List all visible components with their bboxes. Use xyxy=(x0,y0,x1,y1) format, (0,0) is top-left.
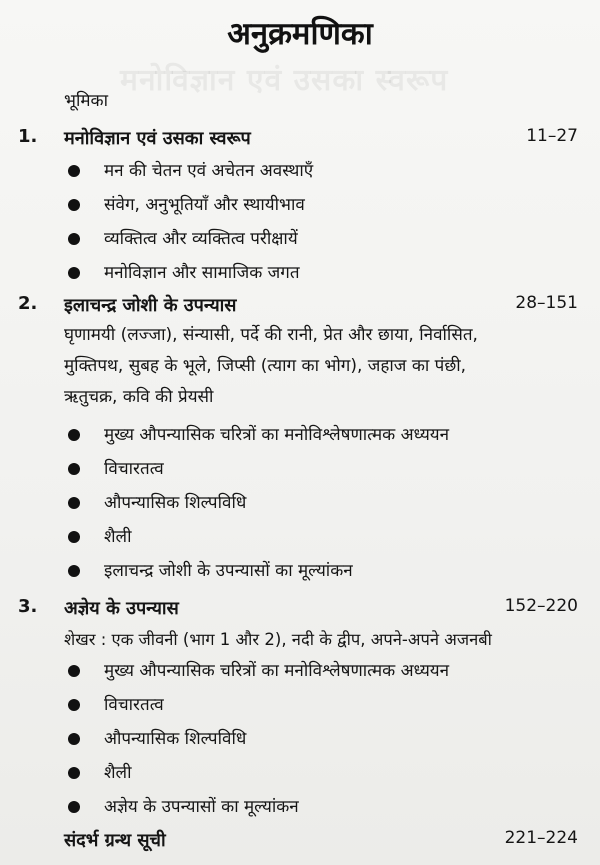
topic-text: विचारतत्व xyxy=(104,695,164,715)
list-item xyxy=(62,224,313,258)
chapter-1-number: 1. xyxy=(18,126,38,147)
bullet-icon xyxy=(68,801,80,813)
list-item xyxy=(62,488,449,522)
list-item xyxy=(62,724,449,758)
novels-line-1: घृणामयी (लज्जा), संन्यासी, पर्दे की रानी, प्रेत और छाया, निर्वासित, xyxy=(64,325,478,345)
novels-line-3: ऋतुचक्र, कवि की प्रेयसी xyxy=(64,387,214,407)
topic-text: अज्ञेय के उपन्यासों का मूल्यांकन xyxy=(104,797,299,817)
chapter-3-heading xyxy=(18,596,578,622)
chapter-3-title: अज्ञेय के उपन्यास xyxy=(64,598,179,619)
topic-text: मुख्य औपन्यासिक चरित्रों का मनोविश्लेषणात्मक अध्ययन xyxy=(104,425,450,445)
bullet-icon xyxy=(68,463,80,475)
chapter-2-topics xyxy=(62,420,449,590)
list-item xyxy=(62,792,449,826)
list-item xyxy=(62,656,449,690)
bibliography-pages: 221–224 xyxy=(504,828,578,848)
topic-text: औपन्यासिक शिल्पविधि xyxy=(104,493,247,513)
list-item xyxy=(62,258,313,292)
chapter-1-pages: 11–27 xyxy=(526,126,578,146)
bullet-icon xyxy=(68,565,80,577)
chapter-2-heading xyxy=(18,293,578,319)
bullet-icon xyxy=(68,165,80,177)
topic-text: औपन्यासिक शिल्पविधि xyxy=(104,729,247,749)
list-item xyxy=(62,556,449,590)
chapter-1-heading xyxy=(18,126,578,152)
topic-text: शैली xyxy=(104,763,132,783)
bibliography-title: संदर्भ ग्रन्थ सूची xyxy=(64,830,166,851)
bullet-icon xyxy=(68,199,80,211)
bullet-icon xyxy=(68,531,80,543)
list-item xyxy=(62,758,449,792)
list-item xyxy=(62,522,449,556)
topic-text: मुख्य औपन्यासिक चरित्रों का मनोविश्लेषणात्मक अध्ययन xyxy=(104,661,450,681)
bleed-through-heading: मनोविज्ञान एवं उसका स्वरूप xyxy=(120,63,449,98)
topic-text: व्यक्तित्व और व्यक्तित्व परीक्षायें xyxy=(104,229,298,249)
topic-text: संवेग, अनुभूतियाँ और स्थायीभाव xyxy=(104,195,305,215)
bullet-icon xyxy=(68,699,80,711)
bibliography-entry xyxy=(64,828,578,854)
chapter-3-pages: 152–220 xyxy=(504,596,578,616)
bullet-icon xyxy=(68,497,80,509)
chapter-2-novels xyxy=(64,320,584,413)
list-item xyxy=(62,190,313,224)
toc-entry-introduction: भूमिका xyxy=(64,91,108,111)
chapter-2-title: इलाचन्द्र जोशी के उपन्यास xyxy=(64,295,237,316)
list-item xyxy=(62,690,449,724)
page-title: अनुक्रमणिका xyxy=(227,16,373,52)
topic-text: विचारतत्व xyxy=(104,459,164,479)
chapter-3-novels: शेखर : एक जीवनी (भाग 1 और 2), नदी के द्वीप, अपने-अपने अजनबी xyxy=(64,630,492,649)
bullet-icon xyxy=(68,233,80,245)
list-item xyxy=(62,156,313,190)
novels-line-2: मुक्तिपथ, सुबह के भूले, जिप्सी (त्याग का भोग), जहाज का पंछी, xyxy=(64,356,467,376)
chapter-1-title: मनोविज्ञान एवं उसका स्वरूप xyxy=(64,128,251,149)
bullet-icon xyxy=(68,267,80,279)
chapter-3-number: 3. xyxy=(18,596,38,617)
topic-text: शैली xyxy=(104,527,132,547)
topic-text: मनोविज्ञान और सामाजिक जगत xyxy=(104,263,300,283)
chapter-3-topics xyxy=(62,656,449,826)
bullet-icon xyxy=(68,665,80,677)
chapter-2-pages: 28–151 xyxy=(515,293,578,313)
list-item xyxy=(62,420,449,454)
bullet-icon xyxy=(68,767,80,779)
chapter-1-topics xyxy=(62,156,313,292)
chapter-2-number: 2. xyxy=(18,293,38,314)
bullet-icon xyxy=(68,733,80,745)
topic-text: मन की चेतन एवं अचेतन अवस्थाएँ xyxy=(104,161,314,181)
topic-text: इलाचन्द्र जोशी के उपन्यासों का मूल्यांकन xyxy=(104,561,353,581)
bullet-icon xyxy=(68,429,80,441)
list-item xyxy=(62,454,449,488)
